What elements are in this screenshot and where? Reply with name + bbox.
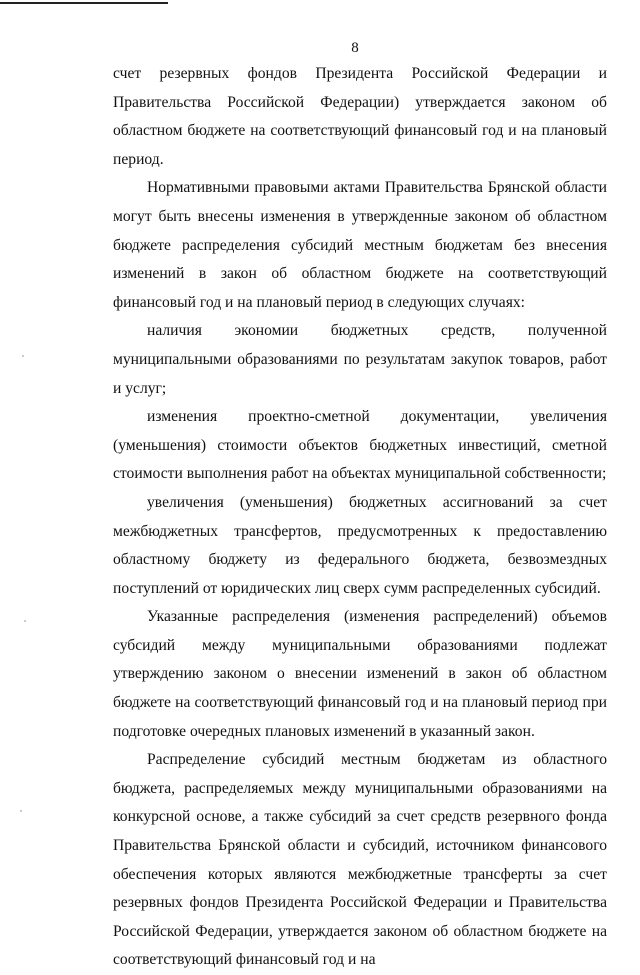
scan-speck [24, 620, 26, 622]
paragraph-continuation: счет резервных фондов Президента Российской Федерации и Правительства Российской Федерации) утверждается законом об областном бюджете на соответствующий финансовый год и на плановый период. [113, 65, 607, 168]
list-item-documentation: изменения проектно-сметной документации, увеличения (уменьшения) стоимости объектов бюджетных инвестиций, сметной стоимости выполнения работ на объектах муниципальной собственности; [113, 408, 607, 483]
top-rule [0, 2, 168, 4]
list-item-allocations: увеличения (уменьшения) бюджетных ассигнований за счет межбюджетных трансфертов, предусмотренных к предоставлению областному бюджету из федерального бюджета, безвозмездных поступлений от юридических лиц сверх сумм распределенных субсидий. [113, 493, 607, 597]
paragraph-distributions: Указанные распределения (изменения распределений) объемов субсидий между муниципальными образованиями подлежат утверждению законом о внесении изменений в закон об областном бюджете на соответствующий финансовый год и на плановый период при подготовке очередных плановых изменений в указанный закон. [113, 608, 607, 740]
paragraph-normative-acts: Нормативными правовыми актами Правительства Брянской области могут быть внесены изменения в утвержденные законом об областном бюджете распределения субсидий местным бюджетам без внесения изменений в закон об областном бюджете на соответствующий финансовый год и на плановый период в следующих случаях: [113, 179, 607, 311]
list-item-savings: наличия экономии бюджетных средств, полученной муниципальными образованиями по результатам закупок товаров, работ и услуг; [113, 322, 607, 397]
paragraph-competitive-subsidies: Распределение субсидий местным бюджетам из областного бюджета, распределяемых между муниципальными образованиями на конкурсной основе, а также субсидий за счет средств резервного фонда Правительства Брянской области и субсидий, источником финансового обеспечения которых являются межбюджетные трансферты за счет резервных фондов Президента Российской Федерации и Правительства Российской Федерации, утверждается законом об областном бюджете на соответствующий финансовый год и на [113, 751, 607, 969]
scan-speck [20, 810, 22, 812]
document-body [113, 60, 607, 975]
page-number: 8 [351, 40, 359, 56]
scan-speck [22, 355, 24, 357]
